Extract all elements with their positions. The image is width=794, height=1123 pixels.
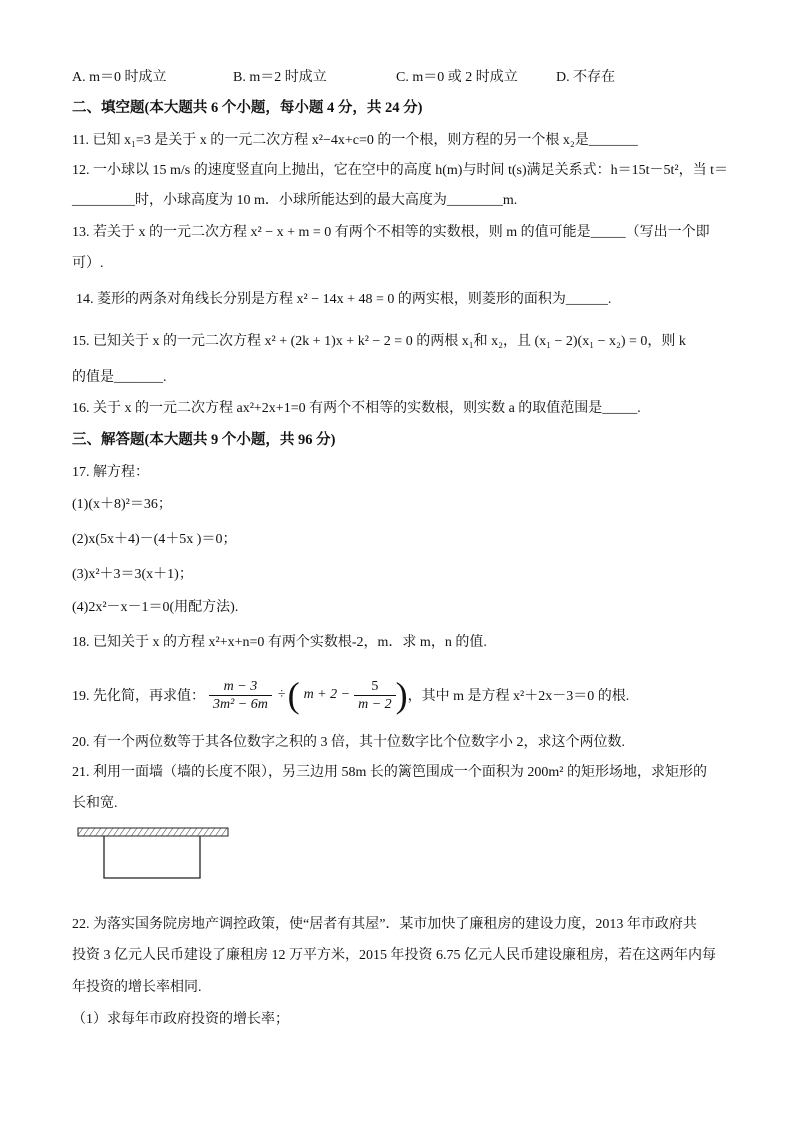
question-19 (72, 672, 629, 718)
option-a: A. m＝0 时成立 (72, 70, 167, 85)
question-19-suffix: ，其中 m 是方程 x²＋2x－3＝0 的根. (407, 689, 630, 704)
fraction-2-numerator: 5 (371, 678, 379, 694)
fraction-1-numerator: m − 3 (223, 678, 258, 694)
question-21-line2: 长和宽. (72, 796, 118, 811)
question-22-line3: 年投资的增长率相同. (72, 980, 202, 995)
paren-group (288, 677, 408, 713)
question-22-line2: 投资 3 亿元人民币建设了廉租房 12 万平方米，2015 年投资 6.75 亿元人民币建设廉租房，若在这两年内每 (72, 948, 716, 963)
question-17-stem: 17. 解方程： (72, 465, 149, 480)
question-19-prefix: 19. 先化简，再求值： (72, 689, 205, 704)
question-18: 18. 已知关于 x 的方程 x²+x+n=0 有两个实数根-2，m．求 m，n 的值. (72, 635, 487, 650)
left-paren-icon: ( (287, 675, 300, 715)
fraction-1 (209, 678, 272, 713)
question-15-line2: 的值是_______. (72, 370, 167, 385)
question-17-part2: (2)x(5x＋4)－(4＋5x )＝0； (72, 532, 237, 547)
question-11: 11. 已知 x₁=3 是关于 x 的一元二次方程 x²−4x+c=0 的一个根，则方程的另一个根 x₂是_______ (72, 133, 638, 148)
question-13-line2: 可）. (72, 256, 104, 271)
question-17-part4: (4)2x²－x－1＝0(用配方法). (72, 600, 239, 615)
question-22-line1: 22. 为落实国务院房地产调控政策，使“居者有其屋”．某市加快了廉租房的建设力度，2013 年市政府共 (72, 917, 697, 932)
question-16: 16. 关于 x 的一元二次方程 ax²+2x+1=0 有两个不相等的实数根，则实数 a 的取值范围是_____. (72, 401, 641, 416)
right-paren-icon: ) (395, 675, 408, 715)
fraction-2-denominator: m − 2 (354, 695, 396, 713)
question-17-part1: (1)(x＋8)²＝36； (72, 497, 172, 512)
option-d: D. 不存在 (556, 70, 616, 85)
division-sign: ÷ (277, 687, 286, 702)
option-b: B. m＝2 时成立 (233, 70, 327, 85)
question-17-part3: (3)x²＋3＝3(x＋1)； (72, 567, 193, 582)
fence-outline (104, 836, 200, 878)
option-c: C. m＝0 或 2 时成立 (396, 70, 518, 85)
fence-diagram (72, 826, 234, 882)
question-13-line1: 13. 若关于 x 的一元二次方程 x² − x + m = 0 有两个不相等的实数根，则 m 的值可能是_____（写出一个即 (72, 225, 710, 240)
question-21-line1: 21. 利用一面墙（墙的长度不限），另三边用 58m 长的篱笆围成一个面积为 200m² 的矩形场地，求矩形的 (72, 765, 707, 780)
paren-expression: m + 2 − (303, 687, 351, 702)
section2-title: 二、填空题(本大题共 6 个小题，每小题 4 分，共 24 分) (72, 100, 423, 116)
fraction-2 (354, 678, 396, 713)
question-12-line1: 12. 一小球以 15 m/s 的速度竖直向上抛出，它在空中的高度 h(m)与时间 t(s)满足关系式：h＝15t－5t²，当 t＝ (72, 163, 728, 178)
section3-title: 三、解答题(本大题共 9 个小题，共 96 分) (72, 432, 336, 448)
question-22-sub1: （1）求每年市政府投资的增长率； (72, 1012, 289, 1027)
fraction-1-denominator: 3m² − 6m (209, 695, 272, 713)
question-15-line1: 15. 已知关于 x 的一元二次方程 x² + (2k + 1)x + k² − 2 = 0 的两根 x₁和 x₂，且 (x₁ − 2)(x₁ − x₂) = 0，则 k (72, 334, 686, 349)
question-12-line2: _________时，小球高度为 10 m．小球所能达到的最大高度为________m. (72, 193, 518, 208)
question-14: 14. 菱形的两条对角线长分别是方程 x² − 14x + 48 = 0 的两实根，则菱形的面积为______. (76, 292, 612, 307)
wall-icon (78, 828, 228, 836)
question-20: 20. 有一个两位数等于其各位数字之积的 3 倍，其十位数字比个位数字小 2，求这个两位数. (72, 735, 625, 750)
